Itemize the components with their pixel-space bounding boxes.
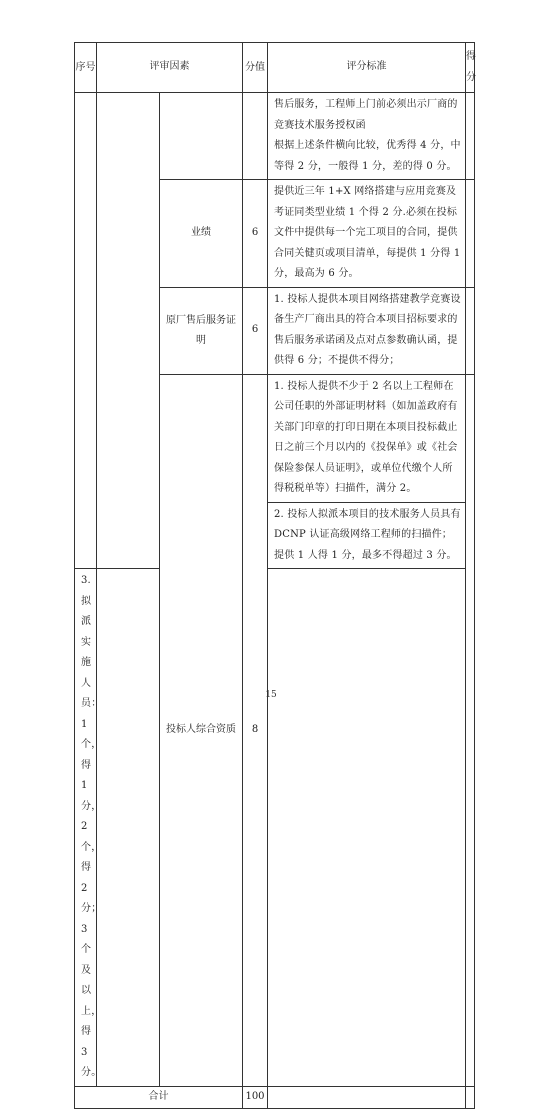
total-result-cell [466, 1086, 475, 1108]
header-result: 得分 [466, 43, 475, 93]
criteria-cell: 1. 投标人提供本项目网络搭建教学竞赛设备生产厂商出具的符合本项目招标要求的售后服务承诺函及点对点参数确认函，提供得 6 分；不提供不得分； [268, 287, 466, 374]
header-criteria: 评分标准 [268, 43, 466, 93]
header-factor: 评审因素 [97, 43, 243, 93]
score-cell: 6 [243, 180, 268, 288]
result-cell [466, 180, 475, 288]
factor-cell [160, 93, 243, 180]
score-cell: 8 [243, 374, 268, 1086]
criteria-cell: 3. 拟派实施人员：1 个，得 1 分，2 个，得 2 分；3 个及以上，得 3 分。 [75, 569, 97, 1087]
total-row [75, 1086, 475, 1108]
scoring-table [74, 42, 475, 1109]
header-score: 分值 [243, 43, 268, 93]
factor-cell: 投标人综合资质 [160, 374, 243, 1086]
category-cell [97, 93, 160, 569]
score-cell [243, 93, 268, 180]
criteria-cell: 提供近三年 1+X 网络搭建与应用竞赛及考证同类型业绩 1 个得 2 分.必须在投标文件中提供每一个完工项目的合同，提供合同关健页或项目清单，每提供 1 分得 1 分，最高为 6 分。 [268, 180, 466, 288]
criteria-text: 根据上述条件横向比较，优秀得 4 分，中等得 2 分，一般得 1 分，差的得 0 分。 [274, 140, 461, 172]
result-cell [466, 287, 475, 374]
score-cell: 6 [243, 287, 268, 374]
factor-cell: 原厂售后服务证明 [160, 287, 243, 374]
total-criteria-cell [268, 1086, 466, 1108]
total-label: 合计 [75, 1086, 243, 1108]
result-cell [466, 374, 475, 1086]
total-score: 100 [243, 1086, 268, 1108]
table-header-row [75, 43, 475, 93]
criteria-cell: 2. 投标人拟派本项目的技术服务人员具有 DCNP 认证高级网络工程师的扫描件；提供 1 人得 1 分，最多不得超过 3 分。 [268, 502, 466, 569]
page-number: 15 [265, 690, 277, 700]
seq-cell [75, 93, 97, 569]
table-row [75, 93, 475, 180]
criteria-cell [268, 93, 466, 180]
result-cell [466, 93, 475, 180]
factor-cell: 业绩 [160, 180, 243, 288]
header-seq: 序号 [75, 43, 97, 93]
criteria-text: 售后服务，工程师上门前必须出示厂商的竞赛技术服务授权函 [274, 99, 458, 131]
table-row [75, 569, 475, 1087]
criteria-cell: 1. 投标人提供不少于 2 名以上工程师在公司任职的外部证明材料（如加盖政府有关部门印章的打印日期在本项目投标截止日之前三个月以内的《投保单》或《社会保险参保人员证明》，或单位代缴个人所得税税单等）扫描件，满分 2。 [268, 374, 466, 502]
